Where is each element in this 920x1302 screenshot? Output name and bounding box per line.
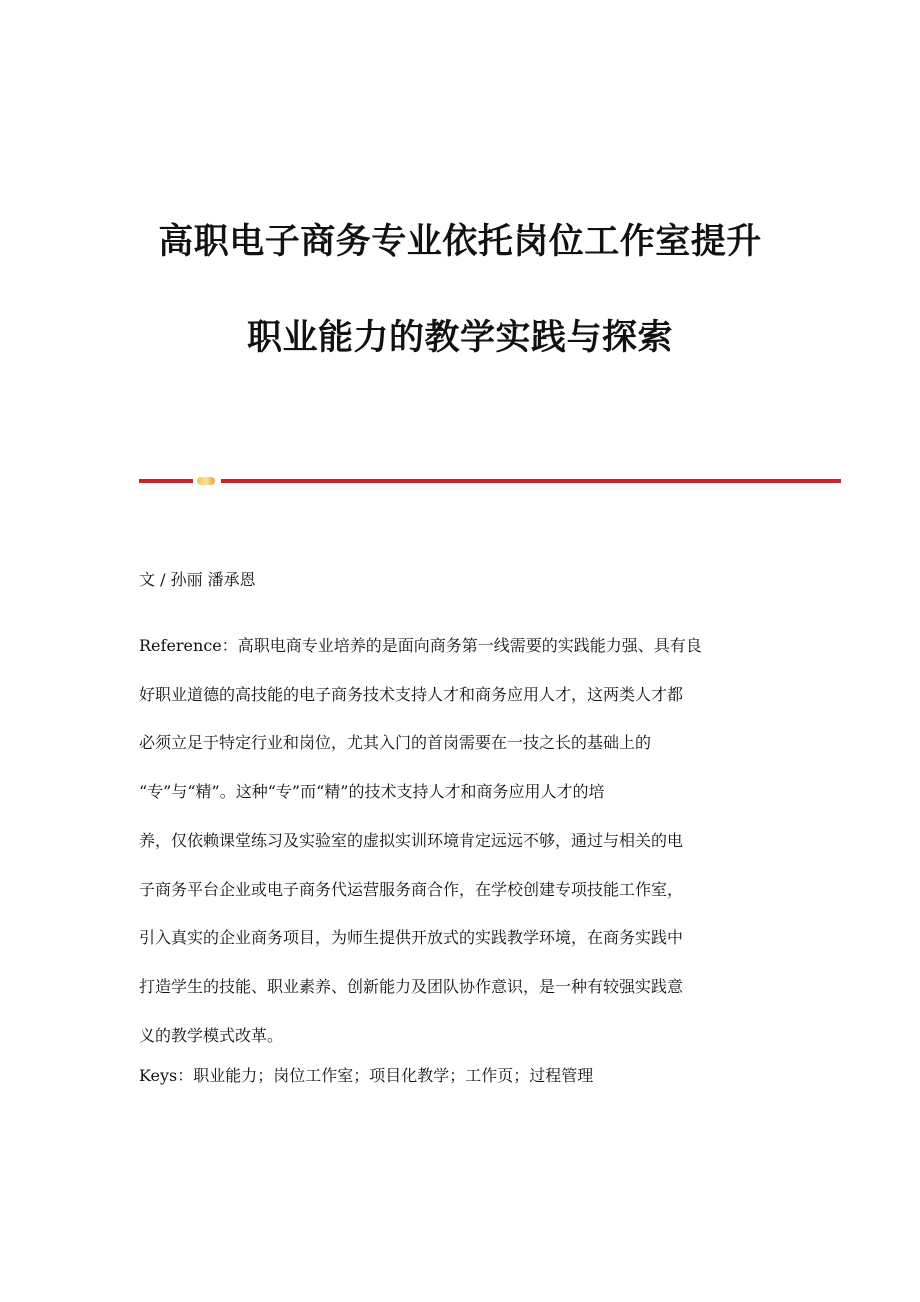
- keywords-line: Keys：职业能力；岗位工作室；项目化教学；工作页；过程管理: [139, 1066, 594, 1085]
- document-title-line-2: 职业能力的教学实践与探索: [246, 318, 673, 358]
- divider-ornament-icon: [197, 477, 215, 485]
- abstract-line: 子商务平台企业或电子商务代运营服务商合作，在学校创建专项技能工作室，: [139, 879, 684, 899]
- abstract-line: 必须立足于特定行业和岗位，尤其入门的首岗需要在一技之长的基础上的: [139, 733, 652, 753]
- abstract-line: 义的教学模式改革。: [139, 1025, 284, 1045]
- abstract-line: Reference：高职电商专业培养的是面向商务第一线需要的实践能力强、具有良: [139, 636, 702, 655]
- abstract-line: 打造学生的技能、职业素养、创新能力及团队协作意识，是一种有较强实践意: [139, 976, 684, 996]
- abstract-line: 养，仅依赖课堂练习及实验室的虚拟实训环境肯定远远不够，通过与相关的电: [139, 830, 684, 850]
- title-divider: [139, 477, 841, 485]
- author-line: 文 / 孙丽 潘承恩: [139, 570, 256, 589]
- abstract-line: “专”与“精”。这种“专”而“精”的技术支持人才和商务应用人才的培: [139, 782, 605, 802]
- divider-bar-right: [221, 479, 841, 483]
- abstract-paragraph: [139, 622, 780, 1060]
- document-title-line-1: 高职电子商务专业依托岗位工作室提升: [158, 222, 762, 262]
- abstract-line: 引入真实的企业商务项目，为师生提供开放式的实践教学环境，在商务实践中: [139, 928, 684, 948]
- divider-bar-left: [139, 479, 193, 483]
- abstract-line: 好职业道德的高技能的电子商务技术支持人才和商务应用人才，这两类人才都: [139, 684, 684, 704]
